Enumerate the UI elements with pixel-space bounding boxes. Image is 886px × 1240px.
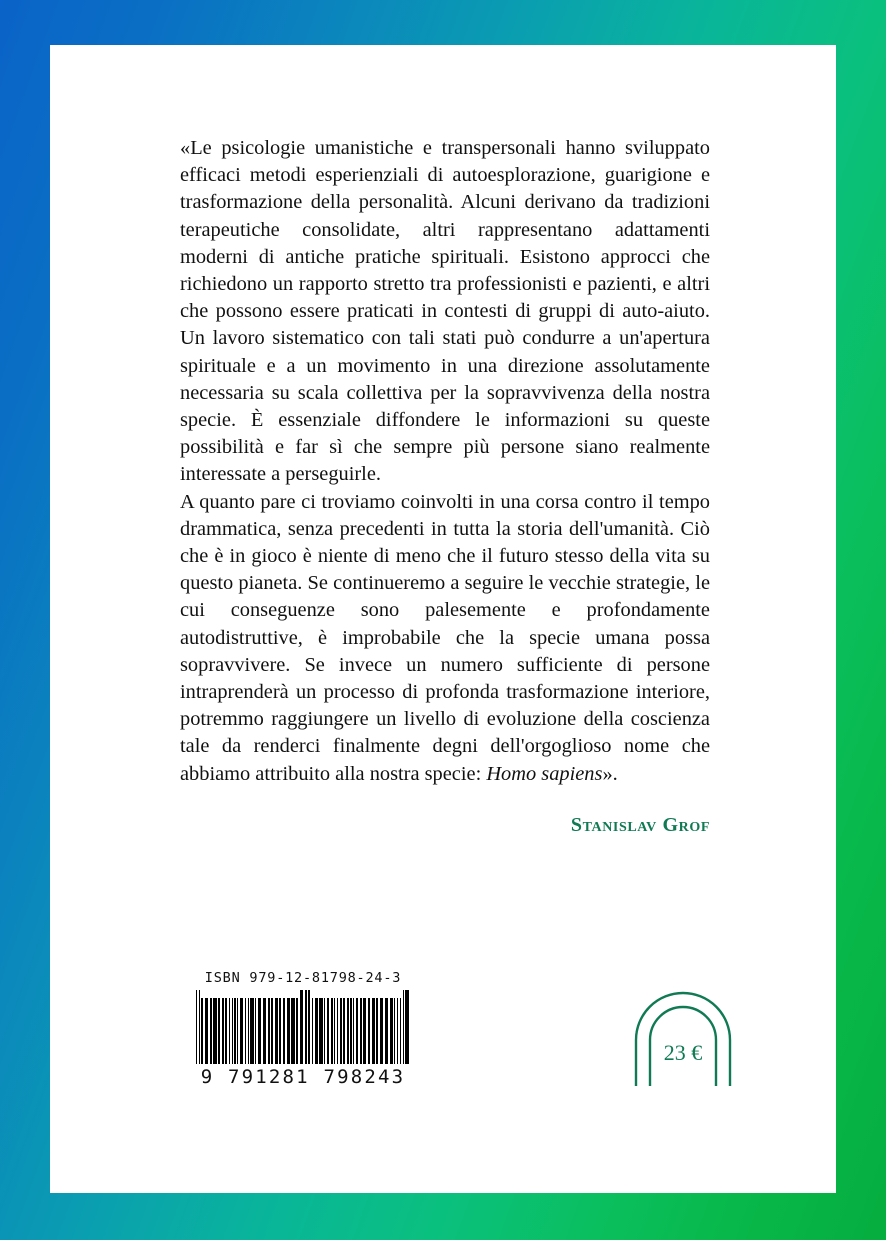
blurb-paragraph-1: «Le psicologie umanistiche e transpersonali hanno sviluppato efficaci metodi esperienziali di autoesplorazione, guarigione e trasformazione della personalità. Alcuni derivano da tradizioni terapeutiche consolidate, altri rappresentano adattamenti moderni di antiche pratiche spirituali. Esistono approcci che richiedono un rapporto stretto tra professionisti e pazienti, e altri che possono essere praticati in contesti di gruppi di auto-aiuto. Un lavoro sistematico con tali stati può condurre a un'apertura spirituale e a un movimento in una direzione assolutamente necessaria su scala collettiva per la sopravvivenza della nostra specie. È essenziale diffondere le informazioni su queste possibilità e far sì che sempre più persone siano realmente interessate a perseguirle. bbox=[180, 137, 710, 486]
blurb-text-block bbox=[180, 135, 710, 837]
arch-icon bbox=[628, 988, 738, 1088]
blurb-paragraph-2-lead: A quanto pare ci troviamo coinvolti in una corsa contro il tempo drammatica, senza precedenti in tutta la storia dell'umanità. Ciò che è in gioco è niente di meno che il futuro stesso della vita su questo pianeta. Se continueremo a seguire le vecchie strategie, le cui conseguenze sono palesemente e profondamente autodistruttive, è improbabile che la specie umana possa sopravvivere. Se invece un numero sufficiente di persone intraprenderà un processo di profonda trasformazione interiore, potremmo raggiungere un livello di evoluzione della coscienza tale da renderci finalmente degni dell'orgoglioso nome che abbiamo attribuito alla nostra specie: bbox=[180, 490, 710, 785]
blurb-paragraph-2-tail: ». bbox=[602, 762, 618, 785]
isbn-label: ISBN 979-12-81798-24-3 bbox=[204, 970, 402, 986]
barcode-digits: 9 791281 798243 bbox=[200, 1066, 406, 1088]
blurb-paragraph-2 bbox=[180, 489, 710, 788]
barcode-bars bbox=[178, 990, 428, 1064]
price-label: 23 € bbox=[663, 1040, 703, 1065]
cover-white-panel bbox=[50, 45, 836, 1193]
author-signature: Stanislav Grof bbox=[570, 813, 710, 836]
price-mark bbox=[628, 988, 738, 1088]
blurb-italic-species-name: Homo sapiens bbox=[486, 762, 603, 785]
barcode-block bbox=[178, 970, 428, 1088]
